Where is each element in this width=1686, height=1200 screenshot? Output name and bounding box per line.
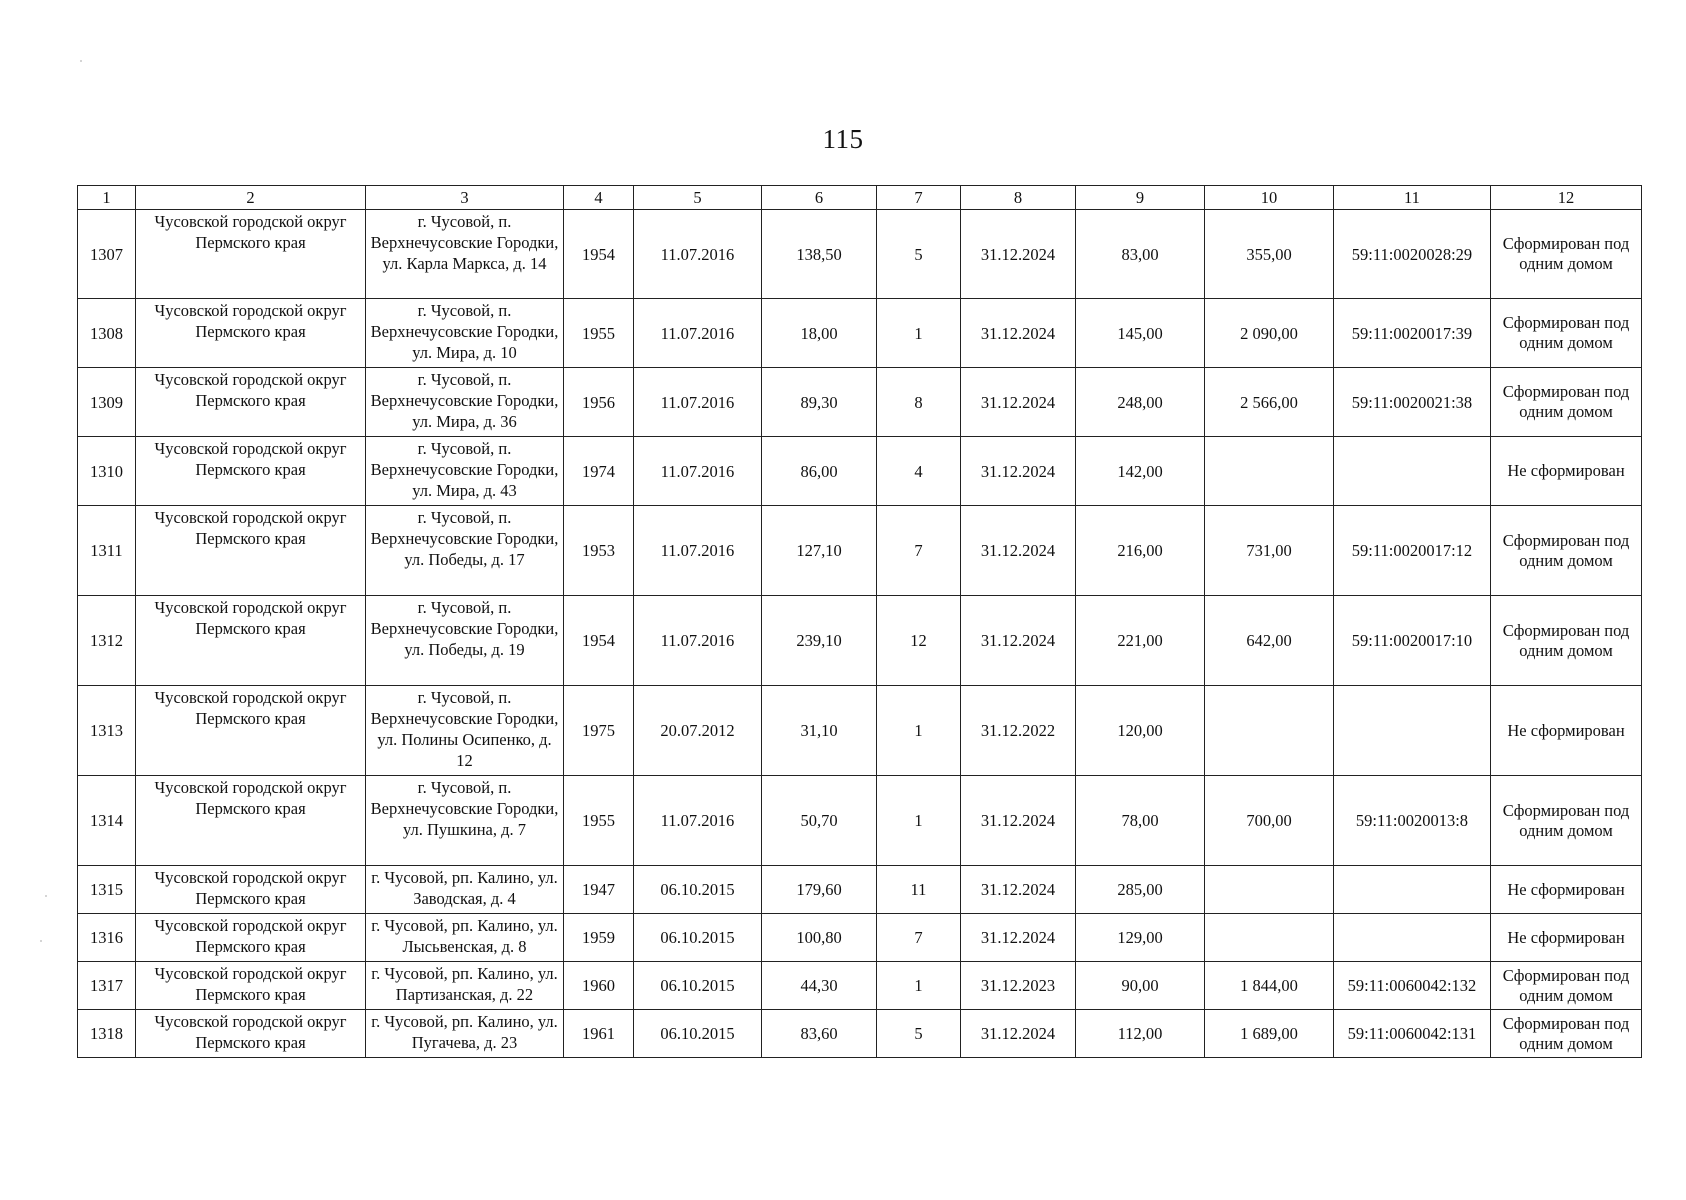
deadline-cell: 31.12.2024: [961, 776, 1076, 866]
year-cell: 1959: [564, 914, 634, 962]
cadastral-number-cell: 59:11:0060042:132: [1334, 962, 1491, 1010]
address-cell: г. Чусовой, рп. Калино, ул. Лысьвенская, д. 8: [366, 914, 564, 962]
column-9-cell: 90,00: [1076, 962, 1205, 1010]
table-row: [78, 437, 1642, 506]
area-cell: 239,10: [762, 596, 877, 686]
cadastral-number-cell: 59:11:0020028:29: [1334, 210, 1491, 299]
deadline-cell: 31.12.2024: [961, 210, 1076, 299]
address-cell: г. Чусовой, п. Верхнечусовские Городки, ул. Мира, д. 36: [366, 368, 564, 437]
row-number: 1315: [78, 866, 136, 914]
address-cell: г. Чусовой, п. Верхнечусовские Городки, ул. Мира, д. 10: [366, 299, 564, 368]
deadline-cell: 31.12.2024: [961, 368, 1076, 437]
date-cell: 11.07.2016: [634, 210, 762, 299]
address-cell: г. Чусовой, п. Верхнечусовские Городки, ул. Полины Осипенко, д. 12: [366, 686, 564, 776]
column-10-cell: 2 090,00: [1205, 299, 1334, 368]
year-cell: 1954: [564, 210, 634, 299]
column-9-cell: 120,00: [1076, 686, 1205, 776]
page-number: 115: [822, 124, 864, 154]
residents-cell: 7: [877, 914, 961, 962]
column-10-cell: 2 566,00: [1205, 368, 1334, 437]
column-10-cell: [1205, 437, 1334, 506]
row-number: 1309: [78, 368, 136, 437]
address-cell: г. Чусовой, рп. Калино, ул. Заводская, д. 4: [366, 866, 564, 914]
status-cell: Сформирован под одним домом: [1491, 1010, 1642, 1058]
address-cell: г. Чусовой, п. Верхнечусовские Городки, ул. Победы, д. 17: [366, 506, 564, 596]
cadastral-number-cell: [1334, 437, 1491, 506]
deadline-cell: 31.12.2023: [961, 962, 1076, 1010]
address-cell: г. Чусовой, п. Верхнечусовские Городки, ул. Мира, д. 43: [366, 437, 564, 506]
deadline-cell: 31.12.2024: [961, 1010, 1076, 1058]
year-cell: 1954: [564, 596, 634, 686]
table-row: [78, 776, 1642, 866]
column-9-cell: 112,00: [1076, 1010, 1205, 1058]
year-cell: 1960: [564, 962, 634, 1010]
address-cell: г. Чусовой, п. Верхнечусовские Городки, ул. Победы, д. 19: [366, 596, 564, 686]
row-number: 1310: [78, 437, 136, 506]
residents-cell: 12: [877, 596, 961, 686]
year-cell: 1956: [564, 368, 634, 437]
residents-cell: 11: [877, 866, 961, 914]
table-row: [78, 914, 1642, 962]
row-number: 1308: [78, 299, 136, 368]
cadastral-number-cell: [1334, 914, 1491, 962]
date-cell: 11.07.2016: [634, 368, 762, 437]
residents-cell: 1: [877, 299, 961, 368]
deadline-cell: 31.12.2022: [961, 686, 1076, 776]
address-cell: г. Чусовой, рп. Калино, ул. Пугачева, д. 23: [366, 1010, 564, 1058]
column-9-cell: 216,00: [1076, 506, 1205, 596]
column-header-1: 1: [78, 186, 136, 210]
area-cell: 89,30: [762, 368, 877, 437]
column-10-cell: [1205, 914, 1334, 962]
status-cell: Сформирован под одним домом: [1491, 368, 1642, 437]
date-cell: 11.07.2016: [634, 437, 762, 506]
year-cell: 1953: [564, 506, 634, 596]
column-10-cell: 1 844,00: [1205, 962, 1334, 1010]
cadastral-number-cell: [1334, 686, 1491, 776]
column-10-cell: 731,00: [1205, 506, 1334, 596]
status-cell: Не сформирован: [1491, 866, 1642, 914]
status-cell: Сформирован под одним домом: [1491, 596, 1642, 686]
municipality-cell: Чусовской городской округ Пермского края: [136, 368, 366, 437]
row-number: 1318: [78, 1010, 136, 1058]
municipality-cell: Чусовской городской округ Пермского края: [136, 914, 366, 962]
area-cell: 127,10: [762, 506, 877, 596]
table-row: [78, 210, 1642, 299]
year-cell: 1975: [564, 686, 634, 776]
column-10-cell: 1 689,00: [1205, 1010, 1334, 1058]
column-header-3: 3: [366, 186, 564, 210]
date-cell: 06.10.2015: [634, 914, 762, 962]
date-cell: 11.07.2016: [634, 776, 762, 866]
area-cell: 138,50: [762, 210, 877, 299]
municipality-cell: Чусовской городской округ Пермского края: [136, 686, 366, 776]
residents-cell: 1: [877, 686, 961, 776]
table-row: [78, 866, 1642, 914]
residents-cell: 1: [877, 962, 961, 1010]
column-9-cell: 142,00: [1076, 437, 1205, 506]
date-cell: 06.10.2015: [634, 962, 762, 1010]
table-row: [78, 686, 1642, 776]
deadline-cell: 31.12.2024: [961, 506, 1076, 596]
column-header-6: 6: [762, 186, 877, 210]
cadastral-number-cell: 59:11:0020017:39: [1334, 299, 1491, 368]
status-cell: Не сформирован: [1491, 686, 1642, 776]
table-row: [78, 596, 1642, 686]
municipality-cell: Чусовской городской округ Пермского края: [136, 776, 366, 866]
row-number: 1313: [78, 686, 136, 776]
cadastral-number-cell: [1334, 866, 1491, 914]
area-cell: 100,80: [762, 914, 877, 962]
area-cell: 31,10: [762, 686, 877, 776]
residents-cell: 5: [877, 1010, 961, 1058]
scan-speck: [45, 895, 47, 897]
status-cell: Сформирован под одним домом: [1491, 299, 1642, 368]
area-cell: 44,30: [762, 962, 877, 1010]
year-cell: 1955: [564, 299, 634, 368]
deadline-cell: 31.12.2024: [961, 596, 1076, 686]
row-number: 1307: [78, 210, 136, 299]
municipality-cell: Чусовской городской округ Пермского края: [136, 596, 366, 686]
column-header-7: 7: [877, 186, 961, 210]
deadline-cell: 31.12.2024: [961, 866, 1076, 914]
column-9-cell: 78,00: [1076, 776, 1205, 866]
municipality-cell: Чусовской городской округ Пермского края: [136, 1010, 366, 1058]
table-row: [78, 1010, 1642, 1058]
date-cell: 06.10.2015: [634, 1010, 762, 1058]
registry-table: [77, 185, 1642, 1058]
date-cell: 06.10.2015: [634, 866, 762, 914]
row-number: 1311: [78, 506, 136, 596]
deadline-cell: 31.12.2024: [961, 914, 1076, 962]
date-cell: 11.07.2016: [634, 299, 762, 368]
area-cell: 83,60: [762, 1010, 877, 1058]
date-cell: 20.07.2012: [634, 686, 762, 776]
area-cell: 179,60: [762, 866, 877, 914]
column-10-cell: 355,00: [1205, 210, 1334, 299]
year-cell: 1947: [564, 866, 634, 914]
municipality-cell: Чусовской городской округ Пермского края: [136, 437, 366, 506]
table-row: [78, 299, 1642, 368]
residents-cell: 5: [877, 210, 961, 299]
row-number: 1317: [78, 962, 136, 1010]
municipality-cell: Чусовской городской округ Пермского края: [136, 210, 366, 299]
date-cell: 11.07.2016: [634, 596, 762, 686]
year-cell: 1955: [564, 776, 634, 866]
column-header-2: 2: [136, 186, 366, 210]
row-number: 1314: [78, 776, 136, 866]
column-9-cell: 129,00: [1076, 914, 1205, 962]
residents-cell: 8: [877, 368, 961, 437]
table-row: [78, 368, 1642, 437]
address-cell: г. Чусовой, п. Верхнечусовские Городки, ул. Карла Маркса, д. 14: [366, 210, 564, 299]
municipality-cell: Чусовской городской округ Пермского края: [136, 866, 366, 914]
column-9-cell: 83,00: [1076, 210, 1205, 299]
cadastral-number-cell: 59:11:0020017:10: [1334, 596, 1491, 686]
year-cell: 1961: [564, 1010, 634, 1058]
column-10-cell: 642,00: [1205, 596, 1334, 686]
deadline-cell: 31.12.2024: [961, 437, 1076, 506]
cadastral-number-cell: 59:11:0020021:38: [1334, 368, 1491, 437]
column-9-cell: 285,00: [1076, 866, 1205, 914]
cadastral-number-cell: 59:11:0060042:131: [1334, 1010, 1491, 1058]
header-row: [78, 186, 1642, 210]
status-cell: Сформирован под одним домом: [1491, 776, 1642, 866]
municipality-cell: Чусовской городской округ Пермского края: [136, 299, 366, 368]
column-header-9: 9: [1076, 186, 1205, 210]
status-cell: Не сформирован: [1491, 914, 1642, 962]
scan-speck: [80, 60, 82, 62]
status-cell: Не сформирован: [1491, 437, 1642, 506]
column-9-cell: 221,00: [1076, 596, 1205, 686]
residents-cell: 4: [877, 437, 961, 506]
deadline-cell: 31.12.2024: [961, 299, 1076, 368]
date-cell: 11.07.2016: [634, 506, 762, 596]
area-cell: 86,00: [762, 437, 877, 506]
column-10-cell: 700,00: [1205, 776, 1334, 866]
column-header-12: 12: [1491, 186, 1642, 210]
cadastral-number-cell: 59:11:0020013:8: [1334, 776, 1491, 866]
column-header-8: 8: [961, 186, 1076, 210]
address-cell: г. Чусовой, рп. Калино, ул. Партизанская, д. 22: [366, 962, 564, 1010]
municipality-cell: Чусовской городской округ Пермского края: [136, 506, 366, 596]
status-cell: Сформирован под одним домом: [1491, 210, 1642, 299]
column-10-cell: [1205, 686, 1334, 776]
residents-cell: 1: [877, 776, 961, 866]
status-cell: Сформирован под одним домом: [1491, 962, 1642, 1010]
table-row: [78, 962, 1642, 1010]
column-10-cell: [1205, 866, 1334, 914]
cadastral-number-cell: 59:11:0020017:12: [1334, 506, 1491, 596]
year-cell: 1974: [564, 437, 634, 506]
area-cell: 50,70: [762, 776, 877, 866]
column-9-cell: 145,00: [1076, 299, 1205, 368]
column-9-cell: 248,00: [1076, 368, 1205, 437]
column-header-4: 4: [564, 186, 634, 210]
table-row: [78, 506, 1642, 596]
scan-speck: [40, 940, 42, 942]
column-header-5: 5: [634, 186, 762, 210]
column-header-11: 11: [1334, 186, 1491, 210]
area-cell: 18,00: [762, 299, 877, 368]
status-cell: Сформирован под одним домом: [1491, 506, 1642, 596]
address-cell: г. Чусовой, п. Верхнечусовские Городки, ул. Пушкина, д. 7: [366, 776, 564, 866]
residents-cell: 7: [877, 506, 961, 596]
row-number: 1312: [78, 596, 136, 686]
column-header-10: 10: [1205, 186, 1334, 210]
row-number: 1316: [78, 914, 136, 962]
municipality-cell: Чусовской городской округ Пермского края: [136, 962, 366, 1010]
